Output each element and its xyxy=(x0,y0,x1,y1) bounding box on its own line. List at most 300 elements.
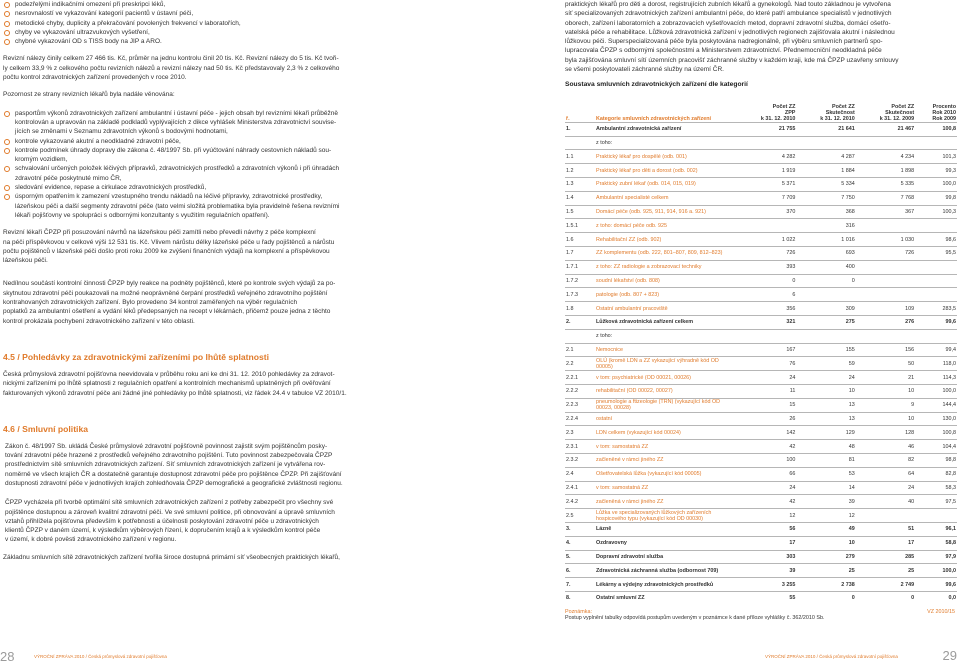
row-number: 3. xyxy=(565,522,595,536)
row-value: 5 334 xyxy=(796,178,855,192)
footer-text-left: VÝROČNÍ ZPRÁVA 2010 / Česká průmyslová zdravotní pojišťovna xyxy=(34,654,167,659)
section-heading-4-5: 4.5 / Pohledávky za zdravotnickými zařízeními po lhůtě splatnosti xyxy=(3,351,270,362)
row-value: 53 xyxy=(796,467,855,481)
row-value: 13 xyxy=(796,398,855,412)
row-value xyxy=(856,219,915,233)
row-category: z toho: domácí péče odb. 925 xyxy=(595,219,737,233)
row-number: 5. xyxy=(565,550,595,564)
row-value xyxy=(915,260,957,274)
row-value: 367 xyxy=(856,205,915,219)
row-value: 58,3 xyxy=(915,481,957,495)
row-value: 97,5 xyxy=(915,495,957,509)
row-value: 128 xyxy=(856,426,915,440)
row-value: 4 234 xyxy=(856,150,915,164)
left-column xyxy=(3,0,373,562)
table-row xyxy=(565,205,957,219)
row-category: Lůžková zdravotnická zařízení celkem xyxy=(595,316,737,330)
row-category: Lůžka ve specializovaných lůžkových zařízeních hospicového typu (vykazující kód OD 00030) xyxy=(595,509,737,523)
list-item: kontrole podmínek úhrady dopravy dle zákona č. 48/1997 Sb. při vyúčtování náhrady cestovních nákladů sou- kromým vozidlem, xyxy=(3,146,373,165)
row-value: 50 xyxy=(856,357,915,371)
row-value xyxy=(856,509,915,523)
paragraph-pohledavky: Česká průmyslová zdravotní pojišťovna neevidovala v průběhu roku ani ke dni 31. 12. 2010 pohledávky za zdravot- nickými zařízeními po lhůtě splatnosti z regulačních opatření a kontrolních mechanismů uplatněných při ověřování fakturovaných výkonů zdravotní péče ani žádné jiné pohledávky po lhůtě splatnosti, viz řádek 24.4 v tabulce VZ 2010/1. xyxy=(3,370,347,397)
row-value: 59 xyxy=(796,357,855,371)
row-value: 99,8 xyxy=(915,191,957,205)
note-ref: VZ 2010/15 xyxy=(927,608,955,615)
row-value: 42 xyxy=(737,495,796,509)
bullet-icon xyxy=(4,111,10,117)
row-value: 66 xyxy=(737,467,796,481)
bullet-list-top xyxy=(3,0,373,46)
table-row xyxy=(565,178,957,192)
row-value: 279 xyxy=(796,550,855,564)
row-value: 82,8 xyxy=(915,467,957,481)
row-value: 12 xyxy=(796,509,855,523)
row-value: 21 467 xyxy=(856,122,915,136)
facilities-table xyxy=(565,94,957,604)
row-category: Ambulantní zdravotnická zařízení xyxy=(595,122,737,136)
row-value: 15 xyxy=(737,398,796,412)
row-value xyxy=(737,329,796,343)
row-value: 100,8 xyxy=(915,122,957,136)
table-row xyxy=(565,509,957,523)
row-value: 2 738 xyxy=(796,578,855,592)
row-category: Praktický zubní lékař (odb. 014, 015, 019) xyxy=(595,178,737,192)
row-value xyxy=(856,274,915,288)
row-value: 101,3 xyxy=(915,150,957,164)
row-category: Zdravotnická záchranná služba (odbornost 709) xyxy=(595,564,737,578)
row-value: 99,4 xyxy=(915,343,957,357)
row-value: 100,8 xyxy=(915,426,957,440)
row-value: 100,0 xyxy=(915,564,957,578)
list-item: chybné vykazování OD s TISS body na JIP a ARO. xyxy=(3,37,373,46)
row-category: z toho: xyxy=(595,329,737,343)
row-value: 316 xyxy=(796,219,855,233)
note-label: Poznámka: xyxy=(565,608,592,615)
bullet-icon xyxy=(4,21,10,27)
row-category: Ošetřovatelská lůžka (vykazující kód 00005) xyxy=(595,467,737,481)
row-value: 285 xyxy=(856,550,915,564)
table-row xyxy=(565,398,957,412)
list-item: nesrovnalostí ve vykazování kategorií pacientů v ústavní péči, xyxy=(3,9,373,18)
row-value xyxy=(796,136,855,150)
table-row xyxy=(565,371,957,385)
paragraph-intro: praktických lékařů pro děti a dorost, registrujících zubních lékařů a gynekologů. Nad touto základnou je vytvořena síť specializovaných zdravotnických zařízení ambulantní péče, do které patří ambulance specialistů v jednotlivých oborech, zařízení laboratorních a zobrazovacích vyšetřovacích metod, dopravní zdravotní služba, domácí ošetřo- vatelská péče a rehabilitace. Lůžková zdravotnická zařízení v jednotlivých regionech zajišťovala akutní i následnou lůžkovou péči. Superspecializovaná péče byla poskytována nadregionálně, při výběru smluvních partnerů spo- lupracovala ČPZP s odbornými společnostmi a Ministerstvem zdravotnictví. Přednemocniční neodkladná péče byla zajišťována smluvní sítí územních pracovišť záchranné služby v každém kraji, kde má ČPZP uzavřeny smlouvy se všemi poskytovateli záchranné služby na území ČR. xyxy=(565,1,899,74)
row-value: 130,0 xyxy=(915,412,957,426)
table-row xyxy=(565,522,957,536)
row-category: pneumologie a ftizeologie (TRN) (vykazující kód OD 00023, 00028) xyxy=(595,398,737,412)
list-item: úsporným opatřením k zamezení vzestupného trendu nákladů na léčivé přípravky, zdravotnické prostředky, lázeňskou péči a další segmenty zdravotní péče (tato velmi složitá problematika byla pravidelně řešena revizními lékaři pojišťovny ve spolupráci s odbornými konzultanty s využitím regulačních opatření). xyxy=(3,192,373,220)
row-number: 2.4 xyxy=(565,467,595,481)
row-value: 7 768 xyxy=(856,191,915,205)
row-value: 129 xyxy=(796,426,855,440)
row-number xyxy=(565,329,595,343)
list-item: podezřelými indikačními omezení při preskripci léků, xyxy=(3,0,373,9)
row-number xyxy=(565,136,595,150)
row-value: 17 xyxy=(856,536,915,550)
row-value: 400 xyxy=(796,260,855,274)
header-ord: ř. xyxy=(566,115,570,122)
row-value: 39 xyxy=(796,495,855,509)
row-value: 0 xyxy=(796,274,855,288)
row-category: začleněné v rámci jiného ZZ xyxy=(595,454,737,468)
row-value: 12 xyxy=(737,509,796,523)
row-value: 0,0 xyxy=(915,591,957,604)
row-number: 7. xyxy=(565,578,595,592)
bullet-list-mid xyxy=(3,109,373,221)
row-value: 10 xyxy=(856,385,915,399)
row-category: z toho: xyxy=(595,136,737,150)
table-row xyxy=(565,260,957,274)
row-value: 24 xyxy=(856,481,915,495)
row-number: 2.1 xyxy=(565,343,595,357)
row-value: 1 016 xyxy=(796,233,855,247)
paragraph-podnety: Nedílnou součástí kontrolní činnosti ČPZP byly reakce na podněty pojištěnců, které po kontrole svých výdajů za po- skytnutou zdravotní péči poukazovali na možné neoprávněné čerpání prostředků veřejného zdravotního pojištění kontrahovaných zdravotnických zařízení. Bylo provedeno 34 kontrol zaměřených na výběr regulačních poplatků za ambulantní ošetření a vydání léků předepsaných na recept v lékárnách, přičemž pouze jedna z těchto kontrol prokázala pochybení zdravotnického zařízení v této oblasti. xyxy=(3,280,336,325)
row-value: 155 xyxy=(796,343,855,357)
row-value: 98,6 xyxy=(915,233,957,247)
table-row xyxy=(565,150,957,164)
bullet-icon xyxy=(4,166,10,172)
row-number: 1.1 xyxy=(565,150,595,164)
row-value: 1 030 xyxy=(856,233,915,247)
paragraph-revize: Revizní nálezy činily celkem 27 466 tis. Kč, průměr na jednu kontrolu činil 20 tis. Kč. Revizní nálezy do 5 tis. Kč tvoři- ly celkem 33,9 % z celkového počtu revizních nálezů a revizní nálezy nad 50 tis. Kč představovaly 2,3 % z celkového počtu kontrol zdravotnických zařízení provedených v roce 2010. xyxy=(3,55,340,82)
row-value: 7 750 xyxy=(796,191,855,205)
row-value: 25 xyxy=(856,564,915,578)
row-category: Rehabilitační ZZ (odb. 902) xyxy=(595,233,737,247)
row-value: 393 xyxy=(737,260,796,274)
row-number: 2.2.3 xyxy=(565,398,595,412)
row-category: v tom: samostatná ZZ xyxy=(595,440,737,454)
row-category: Ostatní smluvní ZZ xyxy=(595,591,737,604)
row-value: 42 xyxy=(737,440,796,454)
row-category: Dopravní zdravotní služba xyxy=(595,550,737,564)
list-item: pasportům výkonů zdravotnických zařízení ambulantní i ústavní péče - jejich obsah byl revizními lékaři průběžně kontrolován a upravován na základě podkladů vyplývajících z dikce vyhlášek Ministerstva zdravotnictví souvise- jících se změnami v Seznamu zdravotních výkonů s bodovými hodnotami, xyxy=(3,109,373,137)
row-value: 49 xyxy=(796,522,855,536)
row-value: 104,4 xyxy=(915,440,957,454)
row-value: 51 xyxy=(856,522,915,536)
row-value xyxy=(915,219,957,233)
table-body xyxy=(565,122,957,604)
table-row xyxy=(565,219,957,233)
row-category: Lékárny a výdejny zdravotnických prostředků xyxy=(595,578,737,592)
row-value: 98,8 xyxy=(915,454,957,468)
row-value xyxy=(856,136,915,150)
table-row xyxy=(565,481,957,495)
row-category: v tom: samostatná ZZ xyxy=(595,481,737,495)
row-value: 10 xyxy=(796,385,855,399)
row-value xyxy=(915,509,957,523)
row-value: 5 371 xyxy=(737,178,796,192)
section-heading-4-6: 4.6 / Smluvní politika xyxy=(3,423,89,434)
row-category: začleněná v rámci jiného ZZ xyxy=(595,495,737,509)
row-value: 81 xyxy=(796,454,855,468)
table-row xyxy=(565,467,957,481)
row-value: 96,1 xyxy=(915,522,957,536)
bullet-icon xyxy=(4,2,10,8)
page-number-right: 29 xyxy=(942,648,957,663)
row-category: Domácí péče (odb. 925, 911, 914, 916 a. 921) xyxy=(595,205,737,219)
row-category: patologie (odb. 807 + 823) xyxy=(595,288,737,302)
row-value: 58,8 xyxy=(915,536,957,550)
table-title: Soustava smluvních zdravotnických zařízení dle kategorií xyxy=(565,81,748,89)
row-value xyxy=(796,288,855,302)
row-number: 2. xyxy=(565,316,595,330)
paragraph-zakon: Zákon č. 48/1997 Sb. ukládá České průmyslové zdravotní pojišťovně povinnost zajistit svým pojištěncům posky- tování zdravotní péče hrazené z prostředků veřejného zdravotního pojištění. Tuto povinnost zabezpečovala ČPZP prostřednictvím sítě smluvních zdravotnických zařízení. Síť smluvních zdravotnických zařízení je vytvářena rov- noměrně ve všech krajích ČR a dostatečně garantuje dostupnost zdravotní péče pro pojištěnce ČPZP. Při zajišťování dostupnosti zdravotní péče v jednotlivých krajích zohledňovala ČPZP demografické a geografické zvláštnosti regionu. xyxy=(5,442,343,487)
right-column xyxy=(565,0,955,621)
row-value xyxy=(737,219,796,233)
table-row xyxy=(565,316,957,330)
list-item: sledování evidence, repase a cirkulace zdravotnických prostředků, xyxy=(3,183,373,192)
header-zpp-2010: Počet ZZ ZPP k 31. 12. 2010 xyxy=(760,103,796,122)
bullet-icon xyxy=(4,194,10,200)
row-value: 5 335 xyxy=(856,178,915,192)
row-number: 4. xyxy=(565,536,595,550)
table-row xyxy=(565,274,957,288)
row-number: 2.4.1 xyxy=(565,481,595,495)
bullet-icon xyxy=(4,11,10,17)
row-value: 321 xyxy=(737,316,796,330)
row-category: Ambulantní specialisté celkem xyxy=(595,191,737,205)
row-value: 21 641 xyxy=(796,122,855,136)
row-number: 1.6 xyxy=(565,233,595,247)
table-row xyxy=(565,550,957,564)
row-value: 46 xyxy=(856,440,915,454)
row-value: 309 xyxy=(796,302,855,316)
row-value: 276 xyxy=(856,316,915,330)
row-number: 8. xyxy=(565,591,595,604)
paragraph-pozornost: Pozornost ze strany revizních lékařů byla nadále věnována: xyxy=(3,91,175,99)
list-item: schvalování určených položek léčivých přípravků, zdravotnických prostředků a zdravotních výkonů i při úhradách zdravotní péče poskytnuté mimo ČR, xyxy=(3,164,373,183)
row-category: z toho: ZZ radiologie a zobrazovací techniky xyxy=(595,260,737,274)
table-row xyxy=(565,233,957,247)
table-row xyxy=(565,302,957,316)
row-value: 156 xyxy=(856,343,915,357)
row-number: 2.3.1 xyxy=(565,440,595,454)
table-row xyxy=(565,495,957,509)
row-number: 1.5.1 xyxy=(565,219,595,233)
row-category: soudní lékařství (odb. 808) xyxy=(595,274,737,288)
row-value: 303 xyxy=(737,550,796,564)
row-value: 118,0 xyxy=(915,357,957,371)
table-row xyxy=(565,536,957,550)
row-value: 82 xyxy=(856,454,915,468)
header-category: Kategorie smluvních zdravotnických zařízení xyxy=(596,115,712,122)
table-row xyxy=(565,164,957,178)
row-value: 95,5 xyxy=(915,247,957,261)
row-number: 6. xyxy=(565,564,595,578)
row-value: 109 xyxy=(856,302,915,316)
row-value: 6 xyxy=(737,288,796,302)
table-row xyxy=(565,329,957,343)
row-number: 2.3.2 xyxy=(565,454,595,468)
row-value: 9 xyxy=(856,398,915,412)
row-value: 2 749 xyxy=(856,578,915,592)
row-value: 368 xyxy=(796,205,855,219)
row-value: 1 884 xyxy=(796,164,855,178)
row-value: 24 xyxy=(737,481,796,495)
row-value: 100,0 xyxy=(915,385,957,399)
row-value: 17 xyxy=(737,536,796,550)
row-category: ZZ komplementu (odb. 222, 801–807, 809, 812–823) xyxy=(595,247,737,261)
row-category: Ostatní ambulantní pracoviště xyxy=(595,302,737,316)
row-value: 1 022 xyxy=(737,233,796,247)
table-row xyxy=(565,122,957,136)
row-value: 7 709 xyxy=(737,191,796,205)
row-value: 40 xyxy=(856,495,915,509)
table-row xyxy=(565,136,957,150)
row-value: 48 xyxy=(796,440,855,454)
header-percent: Procento Rok 2010 Rok 2009 xyxy=(932,103,956,122)
row-category: rehabilitační (OD 00022, 00027) xyxy=(595,385,737,399)
row-value: 64 xyxy=(856,467,915,481)
row-category: ostatní xyxy=(595,412,737,426)
row-value: 100,0 xyxy=(915,178,957,192)
paragraph-zakladna: Základnu smluvních sítě zdravotnických zařízení tvořila široce dostupná primární síť všeobecných praktických lékařů, xyxy=(3,553,340,561)
row-value xyxy=(856,260,915,274)
bullet-icon xyxy=(4,148,10,154)
row-category: OLÚ (kromě LDN a ZZ vykazující výhradně kód OD 00005) xyxy=(595,357,737,371)
row-value: 13 xyxy=(796,412,855,426)
table-row xyxy=(565,591,957,604)
row-category: Praktický lékař pro děti a dorost (odb. 002) xyxy=(595,164,737,178)
table-row xyxy=(565,385,957,399)
row-category: Ozdravovny xyxy=(595,536,737,550)
row-value: 1 919 xyxy=(737,164,796,178)
row-number: 2.2.4 xyxy=(565,412,595,426)
table-header-row xyxy=(565,94,957,122)
table-row xyxy=(565,564,957,578)
bullet-icon xyxy=(4,185,10,191)
bullet-icon xyxy=(4,30,10,36)
row-value: 99,6 xyxy=(915,578,957,592)
table-row xyxy=(565,578,957,592)
list-item: metodické chyby, duplicity a překračování povolených frekvencí v laboratořích, xyxy=(3,19,373,28)
table-row xyxy=(565,247,957,261)
table-note xyxy=(565,609,955,621)
row-value xyxy=(915,274,957,288)
row-category: Nemocnice xyxy=(595,343,737,357)
table-row xyxy=(565,454,957,468)
row-category: LDN celkem (vykazující kód 00024) xyxy=(595,426,737,440)
row-value: 14 xyxy=(796,481,855,495)
list-item: kontrole vykazované akutní a neodkladné zdravotní péče, xyxy=(3,137,373,146)
row-value: 726 xyxy=(737,247,796,261)
row-category: v tom: psychiatrické (OD 00021, 00026) xyxy=(595,371,737,385)
row-number: 1.7.1 xyxy=(565,260,595,274)
row-value: 26 xyxy=(737,412,796,426)
row-value: 24 xyxy=(796,371,855,385)
row-value: 97,9 xyxy=(915,550,957,564)
row-value: 24 xyxy=(737,371,796,385)
row-value xyxy=(856,329,915,343)
row-category: Praktický lékař pro dospělé (odb. 001) xyxy=(595,150,737,164)
row-value: 10 xyxy=(856,412,915,426)
table-row xyxy=(565,191,957,205)
row-number: 2.2 xyxy=(565,357,595,371)
row-value: 0 xyxy=(796,591,855,604)
row-value: 370 xyxy=(737,205,796,219)
list-item: chyby ve vykazování ultrazvukových vyšetření, xyxy=(3,28,373,37)
row-value: 144,4 xyxy=(915,398,957,412)
row-value: 167 xyxy=(737,343,796,357)
table-row xyxy=(565,288,957,302)
row-value: 114,3 xyxy=(915,371,957,385)
row-value xyxy=(737,136,796,150)
bullet-icon xyxy=(4,39,10,45)
footer-left xyxy=(0,648,370,666)
row-value: 3 255 xyxy=(737,578,796,592)
row-value: 693 xyxy=(796,247,855,261)
row-value: 11 xyxy=(737,385,796,399)
row-value: 21 755 xyxy=(737,122,796,136)
table-row xyxy=(565,343,957,357)
table-row xyxy=(565,412,957,426)
row-value: 0 xyxy=(856,591,915,604)
row-number: 2.2.2 xyxy=(565,385,595,399)
table-row xyxy=(565,357,957,371)
paragraph-lazne: Revizní lékaři ČPZP při posuzování návrhů na lázeňskou péči zamítli nebo převedli návrhy z péče komplexní na péči příspěvkovou v celkové výši 12 531 tis. Kč. Vlivem nárůstu délky lázeňské péče u řady pojištěnců a nárůstu počtu pojištěnců v lázeňské péči došlo proti roku 2009 ke zvýšení finančních výdajů na komplexní a příspěvkovou lázeňskou péči. xyxy=(3,229,335,265)
paragraph-smluvni-politika: ČPZP vycházela při tvorbě optimální sítě smluvních zdravotnických zařízení z potřeby zabezpečit pro všechny své pojištěnce dostupnou a zároveň kvalitní zdravotní péči. Ve své smluvní politice, při obnovování a úpravě smluvních vztahů přihlížela pojišťovna především k potřebnosti a účelnosti poskytování zdravotní péče u zdravotnických klientů ČPZP v daném území, k výsledkům výběrových řízení, k dopručením krajů a k výsledkům kontrol péče v území, k dobré pověsti zdravotnického zařízení v regionu. xyxy=(5,499,335,544)
row-number: 1. xyxy=(565,122,595,136)
row-value: 99,6 xyxy=(915,316,957,330)
row-number: 1.2 xyxy=(565,164,595,178)
row-value: 726 xyxy=(856,247,915,261)
row-value: 356 xyxy=(737,302,796,316)
row-value: 4 282 xyxy=(737,150,796,164)
row-value xyxy=(915,288,957,302)
row-value: 39 xyxy=(737,564,796,578)
row-value: 21 xyxy=(856,371,915,385)
footer-text-right: VÝROČNÍ ZPRÁVA 2010 / Česká průmyslová zdravotní pojišťovna xyxy=(765,654,898,659)
row-number: 1.7.2 xyxy=(565,274,595,288)
table-row xyxy=(565,426,957,440)
row-value: 283,5 xyxy=(915,302,957,316)
header-actual-2010: Počet ZZ Skutečnost k 31. 12. 2010 xyxy=(820,103,855,122)
row-value xyxy=(856,288,915,302)
row-number: 1.3 xyxy=(565,178,595,192)
row-value: 142 xyxy=(737,426,796,440)
row-value: 25 xyxy=(796,564,855,578)
row-value: 56 xyxy=(737,522,796,536)
row-value: 100,3 xyxy=(915,205,957,219)
row-category: Lázně xyxy=(595,522,737,536)
row-value: 10 xyxy=(796,536,855,550)
row-number: 1.7.3 xyxy=(565,288,595,302)
row-value: 55 xyxy=(737,591,796,604)
header-actual-2009: Počet ZZ Skutečnost k 31. 12. 2009 xyxy=(879,103,915,122)
row-value: 4 287 xyxy=(796,150,855,164)
row-value xyxy=(915,136,957,150)
bullet-icon xyxy=(4,139,10,145)
row-value: 0 xyxy=(737,274,796,288)
row-value: 76 xyxy=(737,357,796,371)
row-value xyxy=(796,329,855,343)
note-text: Postup vyplnění tabulky odpovídá postupům uvedeným v poznámce k dané příloze vyhlášky č. 362/2010 Sb. xyxy=(565,614,825,621)
table-row xyxy=(565,440,957,454)
page-number-left: 28 xyxy=(0,649,15,664)
row-value: 100 xyxy=(737,454,796,468)
row-value xyxy=(915,329,957,343)
row-value: 99,3 xyxy=(915,164,957,178)
row-number: 1.8 xyxy=(565,302,595,316)
row-number: 2.4.2 xyxy=(565,495,595,509)
row-value: 1 898 xyxy=(856,164,915,178)
row-value: 275 xyxy=(796,316,855,330)
row-number: 1.4 xyxy=(565,191,595,205)
row-number: 2.2.1 xyxy=(565,371,595,385)
row-number: 2.5 xyxy=(565,509,595,523)
row-number: 2.3 xyxy=(565,426,595,440)
row-number: 1.5 xyxy=(565,205,595,219)
